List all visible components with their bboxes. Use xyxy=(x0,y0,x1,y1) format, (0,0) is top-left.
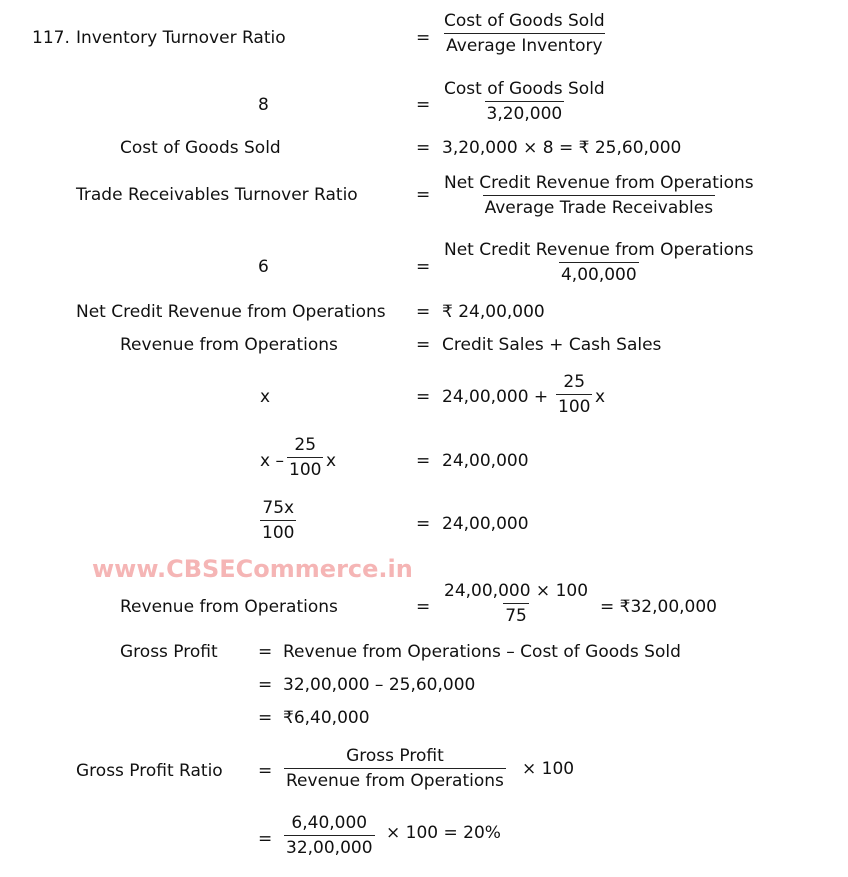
rfo-value-fraction xyxy=(442,583,590,625)
equals-sign: = xyxy=(416,387,431,407)
numerator: 24,00,000 × 100 xyxy=(444,581,589,601)
x-label: x xyxy=(260,387,271,407)
rfo-value-result: = ₹32,00,000 xyxy=(600,597,717,617)
equals-sign: = xyxy=(416,28,431,48)
cogs-value: 3,20,000 × 8 = ₹ 25,60,000 xyxy=(442,138,682,158)
rfo-value-label: Revenue from Operations xyxy=(120,597,338,617)
equals-sign: = xyxy=(416,451,431,471)
x-eq-term: 24,00,000 + xyxy=(442,387,549,407)
denominator: Revenue from Operations xyxy=(284,768,506,790)
denominator: 3,20,000 xyxy=(485,101,565,123)
rfo-definition: Credit Sales + Cash Sales xyxy=(442,335,662,355)
x-eq-fraction xyxy=(556,374,592,416)
numerator: 6,40,000 xyxy=(291,813,368,833)
watermark: www.CBSECommerce.in xyxy=(92,555,413,583)
numerator: 25 xyxy=(563,372,586,392)
equals-sign: = xyxy=(416,257,431,277)
gpr-label: Gross Profit Ratio xyxy=(76,761,223,781)
numerator: Net Credit Revenue from Operations xyxy=(444,240,754,260)
equals-sign: = xyxy=(416,514,431,534)
denominator: 100 xyxy=(556,394,592,416)
numerator: 25 xyxy=(294,435,317,455)
equals-sign: = xyxy=(258,642,273,662)
x-minus-value: 24,00,000 xyxy=(442,451,529,471)
equals-sign: = xyxy=(416,335,431,355)
denominator: 100 xyxy=(287,457,323,479)
numerator: Gross Profit xyxy=(346,746,444,766)
gp-substitution: 32,00,000 – 25,60,000 xyxy=(283,675,476,695)
cogs-label: Cost of Goods Sold xyxy=(120,138,281,158)
numerator: Net Credit Revenue from Operations xyxy=(444,173,754,193)
trtr-value: 6 xyxy=(258,257,269,277)
equals-sign: = xyxy=(258,761,273,781)
denominator: 4,00,000 xyxy=(559,262,639,284)
denominator: 32,00,000 xyxy=(284,835,375,857)
equals-sign: = xyxy=(416,138,431,158)
gp-result: ₹6,40,000 xyxy=(283,708,370,728)
gpr-multiplier: × 100 xyxy=(522,759,575,779)
equals-sign: = xyxy=(416,597,431,617)
equals-sign: = xyxy=(416,185,431,205)
equals-sign: = xyxy=(258,708,273,728)
trtr-label: Trade Receivables Turnover Ratio xyxy=(76,185,358,205)
denominator: 75 xyxy=(503,603,529,625)
denominator: Average Inventory xyxy=(444,33,604,55)
denominator: Average Trade Receivables xyxy=(483,195,716,217)
x75-fraction xyxy=(260,500,296,542)
question-number: 117. xyxy=(32,28,70,48)
x-minus-term: x – xyxy=(260,451,284,471)
ncr-label: Net Credit Revenue from Operations xyxy=(76,302,386,322)
numerator: Cost of Goods Sold xyxy=(444,11,605,31)
denominator: 100 xyxy=(260,520,296,542)
gp-formula: Revenue from Operations – Cost of Goods Sold xyxy=(283,642,681,662)
x-eq-var: x xyxy=(595,387,606,407)
gpr-formula xyxy=(284,748,506,790)
numerator: Cost of Goods Sold xyxy=(444,79,605,99)
itr-label: Inventory Turnover Ratio xyxy=(76,28,286,48)
equals-sign: = xyxy=(416,95,431,115)
trtr-value-formula xyxy=(442,242,756,284)
gpr-result: × 100 = 20% xyxy=(386,823,501,843)
ncr-value: ₹ 24,00,000 xyxy=(442,302,545,322)
x-minus-fraction xyxy=(287,437,323,479)
gpr-value-fraction xyxy=(284,815,375,857)
equals-sign: = xyxy=(258,675,273,695)
itr-formula xyxy=(442,13,607,55)
numerator: 75x xyxy=(262,498,295,518)
rfo-label: Revenue from Operations xyxy=(120,335,338,355)
trtr-formula xyxy=(442,175,756,217)
gp-label: Gross Profit xyxy=(120,642,218,662)
equals-sign: = xyxy=(258,829,273,849)
itr-value-formula xyxy=(442,81,607,123)
itr-value: 8 xyxy=(258,95,269,115)
equals-sign: = xyxy=(416,302,431,322)
x-minus-var: x xyxy=(326,451,337,471)
x75-value: 24,00,000 xyxy=(442,514,529,534)
